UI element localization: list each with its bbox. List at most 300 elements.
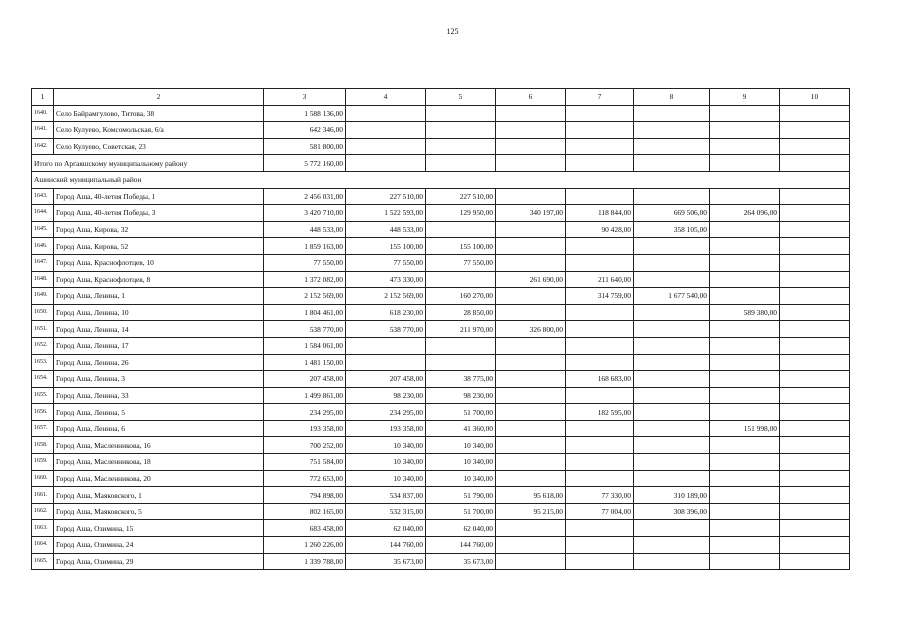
cell-col9 (710, 487, 780, 504)
cell-col4: 534 837,00 (346, 487, 426, 504)
cell-col9 (710, 520, 780, 537)
cell-col5: 41 360,00 (426, 420, 496, 437)
cell-col3: 751 584,00 (264, 454, 346, 471)
total-cell-col10 (780, 155, 850, 172)
cell-col10 (780, 537, 850, 554)
table-row (32, 321, 850, 338)
cell-col10 (780, 420, 850, 437)
cell-col3: 77 550,00 (264, 254, 346, 271)
cell-col4: 448 533,00 (346, 221, 426, 238)
cell-col3: 700 252,00 (264, 437, 346, 454)
cell-col5: 35 673,00 (426, 553, 496, 570)
cell-col3: 802 165,00 (264, 503, 346, 520)
cell-col7 (566, 437, 634, 454)
cell-col10 (780, 454, 850, 471)
row-number: 1654. (32, 371, 54, 388)
row-number: 1664. (32, 537, 54, 554)
cell-col6 (496, 122, 566, 139)
cell-col9: 589 380,00 (710, 304, 780, 321)
cell-col8 (634, 304, 710, 321)
table-row (32, 520, 850, 537)
cell-col3: 3 420 710,00 (264, 205, 346, 222)
cell-col3: 642 346,00 (264, 122, 346, 139)
cell-col9 (710, 337, 780, 354)
column-header-5: 5 (426, 89, 496, 106)
cell-col5 (426, 271, 496, 288)
column-header-9: 9 (710, 89, 780, 106)
cell-col7 (566, 122, 634, 139)
header-row (32, 89, 850, 106)
cell-col3: 683 458,00 (264, 520, 346, 537)
cell-col3: 234 295,00 (264, 404, 346, 421)
cell-col3: 1 588 136,00 (264, 105, 346, 122)
cell-col8 (634, 520, 710, 537)
column-header-3: 3 (264, 89, 346, 106)
cell-col3: 2 152 569,00 (264, 288, 346, 305)
address-cell: Город Аша, Озимина, 24 (54, 537, 264, 554)
table-row (32, 221, 850, 238)
row-number: 1657. (32, 420, 54, 437)
cell-col6 (496, 537, 566, 554)
cell-col8 (634, 404, 710, 421)
cell-col8 (634, 138, 710, 155)
cell-col9 (710, 503, 780, 520)
cell-col3: 538 770,00 (264, 321, 346, 338)
cell-col10 (780, 321, 850, 338)
row-number: 1644. (32, 205, 54, 222)
cell-col5: 144 760,00 (426, 537, 496, 554)
total-cell-col8 (634, 155, 710, 172)
cell-col10 (780, 238, 850, 255)
cell-col6: 340 197,00 (496, 205, 566, 222)
cell-col3: 1 372 082,00 (264, 271, 346, 288)
cell-col9 (710, 188, 780, 205)
cell-col3: 1 339 788,00 (264, 553, 346, 570)
cell-col9 (710, 470, 780, 487)
cell-col4: 227 510,00 (346, 188, 426, 205)
cell-col4: 1 522 593,00 (346, 205, 426, 222)
cell-col6 (496, 420, 566, 437)
cell-col6: 326 800,00 (496, 321, 566, 338)
cell-col10 (780, 470, 850, 487)
cell-col7 (566, 105, 634, 122)
cell-col7 (566, 188, 634, 205)
row-number: 1651. (32, 321, 54, 338)
cell-col5: 211 970,00 (426, 321, 496, 338)
cell-col6 (496, 288, 566, 305)
address-cell: Село Кулуево, Комсомольская, 6/а (54, 122, 264, 139)
cell-col10 (780, 205, 850, 222)
data-table (31, 88, 850, 570)
table-row (32, 271, 850, 288)
row-number: 1640. (32, 105, 54, 122)
cell-col10 (780, 520, 850, 537)
cell-col4: 10 340,00 (346, 454, 426, 471)
cell-col9 (710, 387, 780, 404)
cell-col4: 193 358,00 (346, 420, 426, 437)
cell-col7 (566, 138, 634, 155)
cell-col6: 261 690,00 (496, 271, 566, 288)
address-cell: Город Аша, 40-летия Победы, 3 (54, 205, 264, 222)
cell-col8 (634, 371, 710, 388)
cell-col10 (780, 337, 850, 354)
cell-col5 (426, 105, 496, 122)
cell-col7: 77 004,00 (566, 503, 634, 520)
cell-col4: 618 230,00 (346, 304, 426, 321)
cell-col6 (496, 437, 566, 454)
row-number: 1643. (32, 188, 54, 205)
cell-col10 (780, 304, 850, 321)
column-header-6: 6 (496, 89, 566, 106)
cell-col8: 308 396,00 (634, 503, 710, 520)
cell-col6 (496, 470, 566, 487)
row-number: 1663. (32, 520, 54, 537)
table-row (32, 354, 850, 371)
table-row (32, 454, 850, 471)
cell-col9 (710, 537, 780, 554)
cell-col10 (780, 138, 850, 155)
cell-col8 (634, 387, 710, 404)
cell-col4: 155 100,00 (346, 238, 426, 255)
table-row (32, 105, 850, 122)
address-cell: Город Аша, Ленина, 14 (54, 321, 264, 338)
cell-col7: 118 844,00 (566, 205, 634, 222)
cell-col10 (780, 437, 850, 454)
cell-col4: 77 550,00 (346, 254, 426, 271)
cell-col3: 772 653,00 (264, 470, 346, 487)
cell-col9 (710, 122, 780, 139)
cell-col10 (780, 188, 850, 205)
cell-col3: 448 533,00 (264, 221, 346, 238)
cell-col7 (566, 354, 634, 371)
cell-col9 (710, 288, 780, 305)
table-row (32, 470, 850, 487)
cell-col10 (780, 503, 850, 520)
cell-col6 (496, 337, 566, 354)
cell-col9 (710, 404, 780, 421)
row-number: 1650. (32, 304, 54, 321)
address-cell: Село Байрамгулово, Титова, 38 (54, 105, 264, 122)
cell-col8 (634, 188, 710, 205)
cell-col5: 98 230,00 (426, 387, 496, 404)
cell-col7: 211 640,00 (566, 271, 634, 288)
table-row (32, 371, 850, 388)
cell-col9 (710, 371, 780, 388)
cell-col6 (496, 138, 566, 155)
cell-col5: 10 340,00 (426, 454, 496, 471)
address-cell: Город Аша, Масленникова, 18 (54, 454, 264, 471)
address-cell: Город Аша, Озимина, 29 (54, 553, 264, 570)
page-number: 125 (446, 27, 459, 36)
cell-col4: 98 230,00 (346, 387, 426, 404)
cell-col9 (710, 321, 780, 338)
section-title: Ашинский муниципальный район (32, 171, 850, 188)
total-label: Итого по Аргаяшскому муниципальному району (32, 155, 264, 172)
cell-col3: 794 898,00 (264, 487, 346, 504)
column-header-10: 10 (780, 89, 850, 106)
row-number: 1649. (32, 288, 54, 305)
address-cell: Город Аша, Кирова, 52 (54, 238, 264, 255)
table-row (32, 503, 850, 520)
cell-col5: 51 790,00 (426, 487, 496, 504)
cell-col8: 358 105,00 (634, 221, 710, 238)
cell-col3: 2 456 031,00 (264, 188, 346, 205)
cell-col7: 314 759,00 (566, 288, 634, 305)
cell-col4 (346, 122, 426, 139)
address-cell: Город Аша, Краснофлотцев, 8 (54, 271, 264, 288)
address-cell: Город Аша, Маяковского, 1 (54, 487, 264, 504)
row-number: 1661. (32, 487, 54, 504)
cell-col3: 1 804 461,00 (264, 304, 346, 321)
cell-col10 (780, 387, 850, 404)
cell-col8 (634, 537, 710, 554)
cell-col9 (710, 553, 780, 570)
cell-col7 (566, 420, 634, 437)
cell-col4 (346, 138, 426, 155)
cell-col5: 51 700,00 (426, 503, 496, 520)
total-cell-col4 (346, 155, 426, 172)
row-number: 1655. (32, 387, 54, 404)
cell-col6 (496, 238, 566, 255)
row-number: 1652. (32, 337, 54, 354)
cell-col9 (710, 238, 780, 255)
cell-col5 (426, 122, 496, 139)
cell-col8 (634, 122, 710, 139)
cell-col8 (634, 271, 710, 288)
address-cell: Город Аша, Масленникова, 16 (54, 437, 264, 454)
table-row (32, 420, 850, 437)
cell-col5: 227 510,00 (426, 188, 496, 205)
address-cell: Город Аша, Ленина, 10 (54, 304, 264, 321)
cell-col7: 90 428,00 (566, 221, 634, 238)
cell-col4: 35 673,00 (346, 553, 426, 570)
cell-col4: 532 315,00 (346, 503, 426, 520)
cell-col9 (710, 254, 780, 271)
address-cell: Город Аша, Ленина, 17 (54, 337, 264, 354)
cell-col8 (634, 354, 710, 371)
cell-col9 (710, 354, 780, 371)
cell-col10 (780, 105, 850, 122)
cell-col6 (496, 404, 566, 421)
cell-col5: 160 270,00 (426, 288, 496, 305)
column-header-1: 1 (32, 89, 54, 106)
row-number: 1659. (32, 454, 54, 471)
cell-col8 (634, 238, 710, 255)
table-row (32, 254, 850, 271)
cell-col8 (634, 105, 710, 122)
cell-col4: 62 040,00 (346, 520, 426, 537)
cell-col7 (566, 454, 634, 471)
table-row (32, 337, 850, 354)
address-cell: Село Кулуево, Советская, 23 (54, 138, 264, 155)
cell-col10 (780, 221, 850, 238)
table-row (32, 122, 850, 139)
table-row (32, 404, 850, 421)
column-header-8: 8 (634, 89, 710, 106)
cell-col5 (426, 221, 496, 238)
row-number: 1642. (32, 138, 54, 155)
address-cell: Город Аша, Маяковского, 5 (54, 503, 264, 520)
cell-col9 (710, 221, 780, 238)
table-row (32, 537, 850, 554)
cell-col9 (710, 454, 780, 471)
cell-col4: 10 340,00 (346, 470, 426, 487)
cell-col7 (566, 387, 634, 404)
cell-col8 (634, 420, 710, 437)
cell-col4 (346, 105, 426, 122)
table-row (32, 138, 850, 155)
row-number: 1660. (32, 470, 54, 487)
cell-col6 (496, 553, 566, 570)
cell-col3: 193 358,00 (264, 420, 346, 437)
address-cell: Город Аша, Краснофлотцев, 10 (54, 254, 264, 271)
cell-col6 (496, 371, 566, 388)
address-cell: Город Аша, Ленина, 26 (54, 354, 264, 371)
table-row (32, 238, 850, 255)
cell-col7: 182 595,00 (566, 404, 634, 421)
table-row (32, 387, 850, 404)
table-row (32, 288, 850, 305)
cell-col4 (346, 337, 426, 354)
cell-col10 (780, 122, 850, 139)
cell-col8 (634, 321, 710, 338)
cell-col6 (496, 454, 566, 471)
row-number: 1656. (32, 404, 54, 421)
cell-col3: 1 499 861,00 (264, 387, 346, 404)
total-cell-col5 (426, 155, 496, 172)
cell-col8 (634, 454, 710, 471)
cell-col9: 151 998,00 (710, 420, 780, 437)
cell-col9 (710, 437, 780, 454)
cell-col9 (710, 138, 780, 155)
row-number: 1653. (32, 354, 54, 371)
cell-col7 (566, 470, 634, 487)
cell-col3: 207 458,00 (264, 371, 346, 388)
address-cell: Город Аша, Ленина, 3 (54, 371, 264, 388)
row-number: 1665. (32, 553, 54, 570)
cell-col8 (634, 337, 710, 354)
cell-col8 (634, 470, 710, 487)
cell-col8: 310 189,00 (634, 487, 710, 504)
address-cell: Город Аша, Ленина, 1 (54, 288, 264, 305)
table-row (32, 188, 850, 205)
cell-col4: 10 340,00 (346, 437, 426, 454)
address-cell: Город Аша, Кирова, 32 (54, 221, 264, 238)
column-header-4: 4 (346, 89, 426, 106)
address-cell: Город Аша, Ленина, 5 (54, 404, 264, 421)
row-number: 1641. (32, 122, 54, 139)
cell-col5 (426, 138, 496, 155)
cell-col4: 207 458,00 (346, 371, 426, 388)
table-row (32, 205, 850, 222)
cell-col5: 51 700,00 (426, 404, 496, 421)
cell-col9 (710, 105, 780, 122)
column-header-7: 7 (566, 89, 634, 106)
cell-col10 (780, 371, 850, 388)
cell-col5: 28 850,00 (426, 304, 496, 321)
cell-col3: 1 481 150,00 (264, 354, 346, 371)
total-cell-col6 (496, 155, 566, 172)
cell-col6 (496, 254, 566, 271)
cell-col7 (566, 238, 634, 255)
cell-col10 (780, 254, 850, 271)
total-cell-col3: 5 772 160,00 (264, 155, 346, 172)
cell-col10 (780, 487, 850, 504)
row-number: 1646. (32, 238, 54, 255)
address-cell: Город Аша, Ленина, 33 (54, 387, 264, 404)
cell-col5 (426, 337, 496, 354)
cell-col7 (566, 304, 634, 321)
address-cell: Город Аша, Ленина, 6 (54, 420, 264, 437)
cell-col7 (566, 553, 634, 570)
cell-col10 (780, 404, 850, 421)
cell-col8 (634, 254, 710, 271)
cell-col5: 129 950,00 (426, 205, 496, 222)
row-number: 1648. (32, 271, 54, 288)
cell-col10 (780, 553, 850, 570)
cell-col7 (566, 537, 634, 554)
cell-col6 (496, 387, 566, 404)
cell-col7: 168 683,00 (566, 371, 634, 388)
cell-col4: 234 295,00 (346, 404, 426, 421)
cell-col9 (710, 271, 780, 288)
address-cell: Город Аша, Озимина, 15 (54, 520, 264, 537)
cell-col5: 155 100,00 (426, 238, 496, 255)
cell-col3: 581 800,00 (264, 138, 346, 155)
row-number: 1645. (32, 221, 54, 238)
cell-col5: 38 775,00 (426, 371, 496, 388)
table-row (32, 553, 850, 570)
row-number: 1662. (32, 503, 54, 520)
table-row (32, 487, 850, 504)
cell-col3: 1 584 061,00 (264, 337, 346, 354)
cell-col5: 10 340,00 (426, 437, 496, 454)
cell-col6 (496, 520, 566, 537)
cell-col7 (566, 254, 634, 271)
row-number: 1658. (32, 437, 54, 454)
cell-col7 (566, 321, 634, 338)
cell-col8: 669 506,00 (634, 205, 710, 222)
cell-col6: 95 215,00 (496, 503, 566, 520)
cell-col4: 538 770,00 (346, 321, 426, 338)
address-cell: Город Аша, 40-летия Победы, 1 (54, 188, 264, 205)
cell-col4: 2 152 569,00 (346, 288, 426, 305)
column-header-2: 2 (54, 89, 264, 106)
table-row (32, 304, 850, 321)
cell-col10 (780, 354, 850, 371)
cell-col5: 77 550,00 (426, 254, 496, 271)
table-row (32, 437, 850, 454)
total-cell-col7 (566, 155, 634, 172)
section-row (32, 171, 850, 188)
cell-col8 (634, 553, 710, 570)
total-row (32, 155, 850, 172)
total-cell-col9 (710, 155, 780, 172)
cell-col8 (634, 437, 710, 454)
cell-col8: 1 677 540,00 (634, 288, 710, 305)
cell-col6: 95 618,00 (496, 487, 566, 504)
cell-col5 (426, 354, 496, 371)
cell-col6 (496, 188, 566, 205)
cell-col6 (496, 354, 566, 371)
row-number: 1647. (32, 254, 54, 271)
cell-col3: 1 260 226,00 (264, 537, 346, 554)
cell-col5: 62 040,00 (426, 520, 496, 537)
cell-col7 (566, 337, 634, 354)
cell-col9: 264 096,00 (710, 205, 780, 222)
cell-col4: 144 760,00 (346, 537, 426, 554)
cell-col6 (496, 221, 566, 238)
